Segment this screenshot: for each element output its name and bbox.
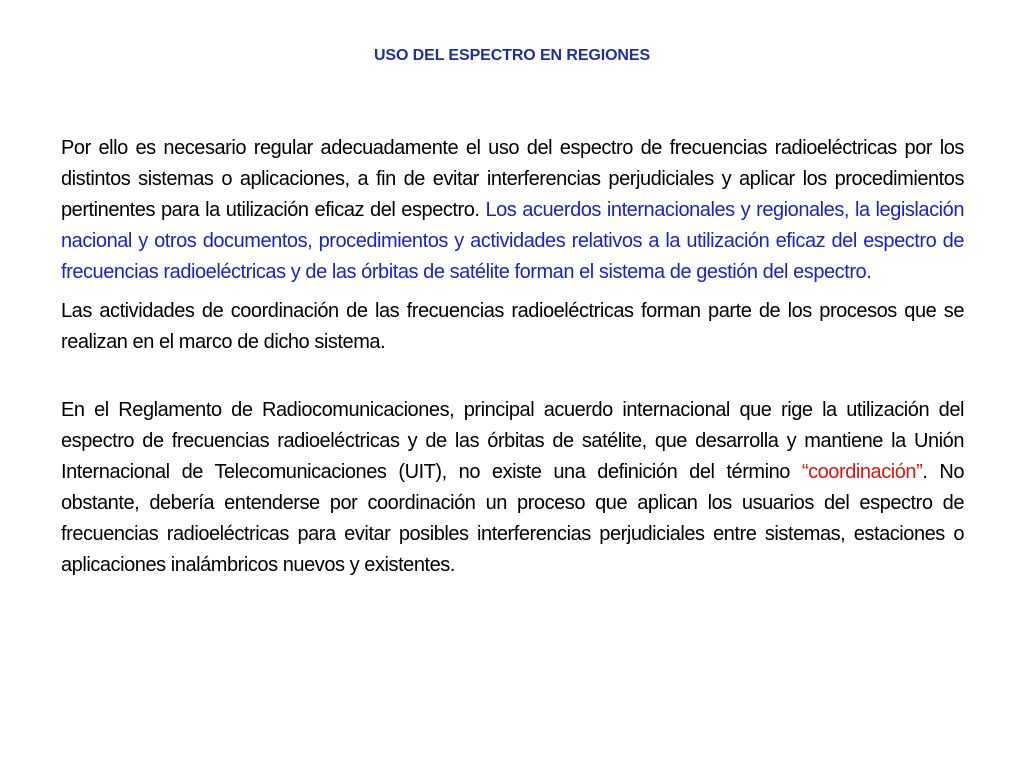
slide-title: USO DEL ESPECTRO EN REGIONES xyxy=(373,47,651,64)
paragraph-coordination-activities: Las actividades de coordinación de las frecuencias radioeléctricas forman parte de los procesos que se realizan en el marco de dicho sistema. xyxy=(61,300,964,353)
slide-body xyxy=(61,133,964,581)
paragraph-spectrum-regulation xyxy=(61,133,964,288)
paragraph-radio-regulations xyxy=(61,395,964,581)
coordination-term: “coordinación” xyxy=(801,461,923,483)
paragraph-1-blue-text: Los acuerdos internacionales y regionales, la legislación nacional y otros documentos, procedimientos y actividades relativos a la utilización eficaz del espectro de frecuencias radioeléctricas y de las órbitas de satélite forman el sistema de gestión del espectro. xyxy=(61,199,964,283)
paragraph-1-text: Por ello es necesario regular adecuadamente el uso del espectro de frecuencias radioeléctricas por los distintos sistemas o aplicaciones, a fin de evitar interferencias perjudiciales y aplicar los procedimientos pertinentes para la utilización eficaz del espectro. xyxy=(61,137,964,221)
paragraph-3-text-after: . No obstante, debería entenderse por coordinación un proceso que aplican los usuarios del espectro de frecuencias radioeléctricas para evitar posibles interferencias perjudiciales entre sistemas, estaciones o aplicaciones inalámbricos nuevos y existentes. xyxy=(61,461,964,576)
paragraph-3-text-before: En el Reglamento de Radiocomunicaciones, principal acuerdo internacional que rige la utilización del espectro de frecuencias radioeléctricas y de las órbitas de satélite, que desarrolla y mantiene la Unión Internacional de Telecomunicaciones (UIT), no existe una definición del término xyxy=(61,399,964,483)
